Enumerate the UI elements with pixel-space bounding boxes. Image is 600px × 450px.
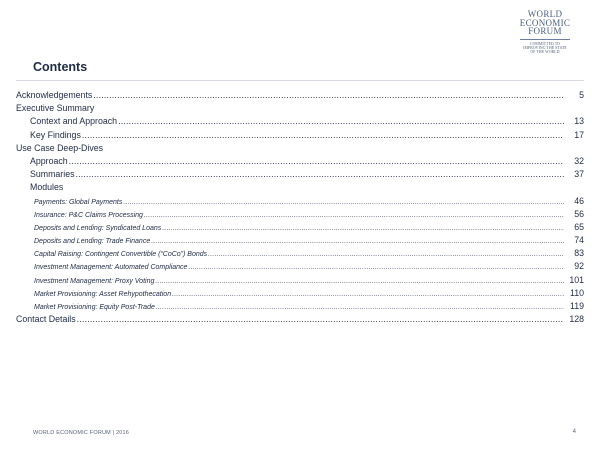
toc-entry-page-number: 92 [574,261,584,272]
toc-entry-page-number: 37 [574,169,584,180]
toc-entry[interactable] [16,288,584,301]
toc-section-heading [16,103,584,116]
toc-section-heading [16,182,584,195]
logo-divider [520,39,570,40]
toc-dot-leader [118,116,564,126]
toc-entry-label: Use Case Deep-Dives [16,142,104,153]
toc-entry[interactable] [16,130,584,143]
toc-entry[interactable] [16,275,584,288]
toc-dot-leader [151,238,564,245]
toc-dot-leader [144,212,564,219]
toc-entry-page-number: 56 [574,208,584,219]
toc-entry[interactable] [16,235,584,248]
toc-entry-label: Context and Approach [30,116,118,127]
toc-entry-page-number: 65 [574,221,584,232]
toc-entry-label: Acknowledgements [16,90,93,100]
toc-dot-leader [93,90,564,100]
toc-entry[interactable] [16,116,584,129]
toc-dot-leader [77,314,564,324]
toc-dot-leader [75,169,564,179]
toc-entry-label: Approach [30,155,68,166]
toc-entry-label: Executive Summary [16,103,95,114]
toc-entry-label: Insurance: P&C Claims Processing [34,211,143,219]
logo-tagline [510,42,580,55]
wef-logo [510,10,580,54]
toc-entry-page-number: 17 [574,129,584,140]
logo-name-line: ECONOMIC [519,17,571,28]
toc-entry[interactable] [16,301,584,314]
logo-name-line: WORLD [527,9,563,19]
toc-dot-leader [172,291,564,298]
toc-entry-page-number: 32 [574,155,584,166]
logo-tagline-line: COMMITTED TO [529,41,561,46]
toc-entry-label: Capital Raising: Contingent Convertible (“CoCo”) Bonds [34,251,208,259]
toc-entry-page-number: 83 [574,248,584,259]
toc-entry-page-number: 46 [574,195,584,206]
toc-entry-label: Market Provisioning: Asset Rehypothecation [34,290,172,298]
toc-entry-page-number: 128 [569,314,584,325]
toc-entry[interactable] [16,248,584,261]
toc-entry-page-number: 119 [569,301,584,311]
toc-entry-label: Key Findings [30,129,81,140]
toc-entry-label: Payments: Global Payments [34,198,123,206]
toc-entry-page-number: 13 [574,116,584,127]
toc-entry-label: Investment Management: Automated Compliance [34,264,188,272]
logo-name [510,10,580,36]
toc-entry[interactable] [16,90,584,103]
toc-dot-leader [82,130,564,140]
logo-name-line: FORUM [528,26,562,36]
toc-dot-leader [155,278,564,285]
page-number: 4 [572,429,576,435]
toc-entry[interactable] [16,156,584,169]
toc-entry-label: Deposits and Lending: Syndicated Loans [34,224,162,232]
toc-entry-label: Contact Details [16,314,76,325]
logo-tagline-line: IMPROVING THE STATE [523,45,567,50]
toc-entry-page-number: 5 [579,90,584,100]
toc-entry-label: Deposits and Lending: Trade Finance [34,238,151,246]
footer-text: WORLD ECONOMIC FORUM | 2016 [33,430,130,436]
toc-entry[interactable] [16,222,584,235]
toc-dot-leader [69,156,564,166]
toc-entry[interactable] [16,196,584,209]
toc-entry-label: Investment Management: Proxy Voting [34,277,155,285]
toc-dot-leader [123,199,564,206]
toc-entry-page-number: 110 [569,287,584,298]
title-divider [16,80,584,81]
toc-entry[interactable] [16,209,584,222]
toc-dot-leader [188,264,564,271]
toc-entry-label: Summaries [30,169,75,180]
toc-section-heading [16,143,584,156]
toc-entry-page-number: 74 [574,235,584,246]
toc-dot-leader [156,304,564,311]
table-of-contents [16,90,584,327]
toc-entry-label: Modules [30,182,64,193]
page-title: Contents [33,60,88,74]
toc-dot-leader [208,251,564,258]
toc-entry-page-number: 101 [569,274,584,285]
logo-tagline-line: OF THE WORLD [530,50,560,55]
toc-entry-label: Market Provisioning: Equity Post-Trade [34,304,155,311]
toc-entry[interactable] [16,261,584,274]
toc-dot-leader [162,225,564,232]
toc-entry[interactable] [16,314,584,327]
toc-entry[interactable] [16,169,584,182]
